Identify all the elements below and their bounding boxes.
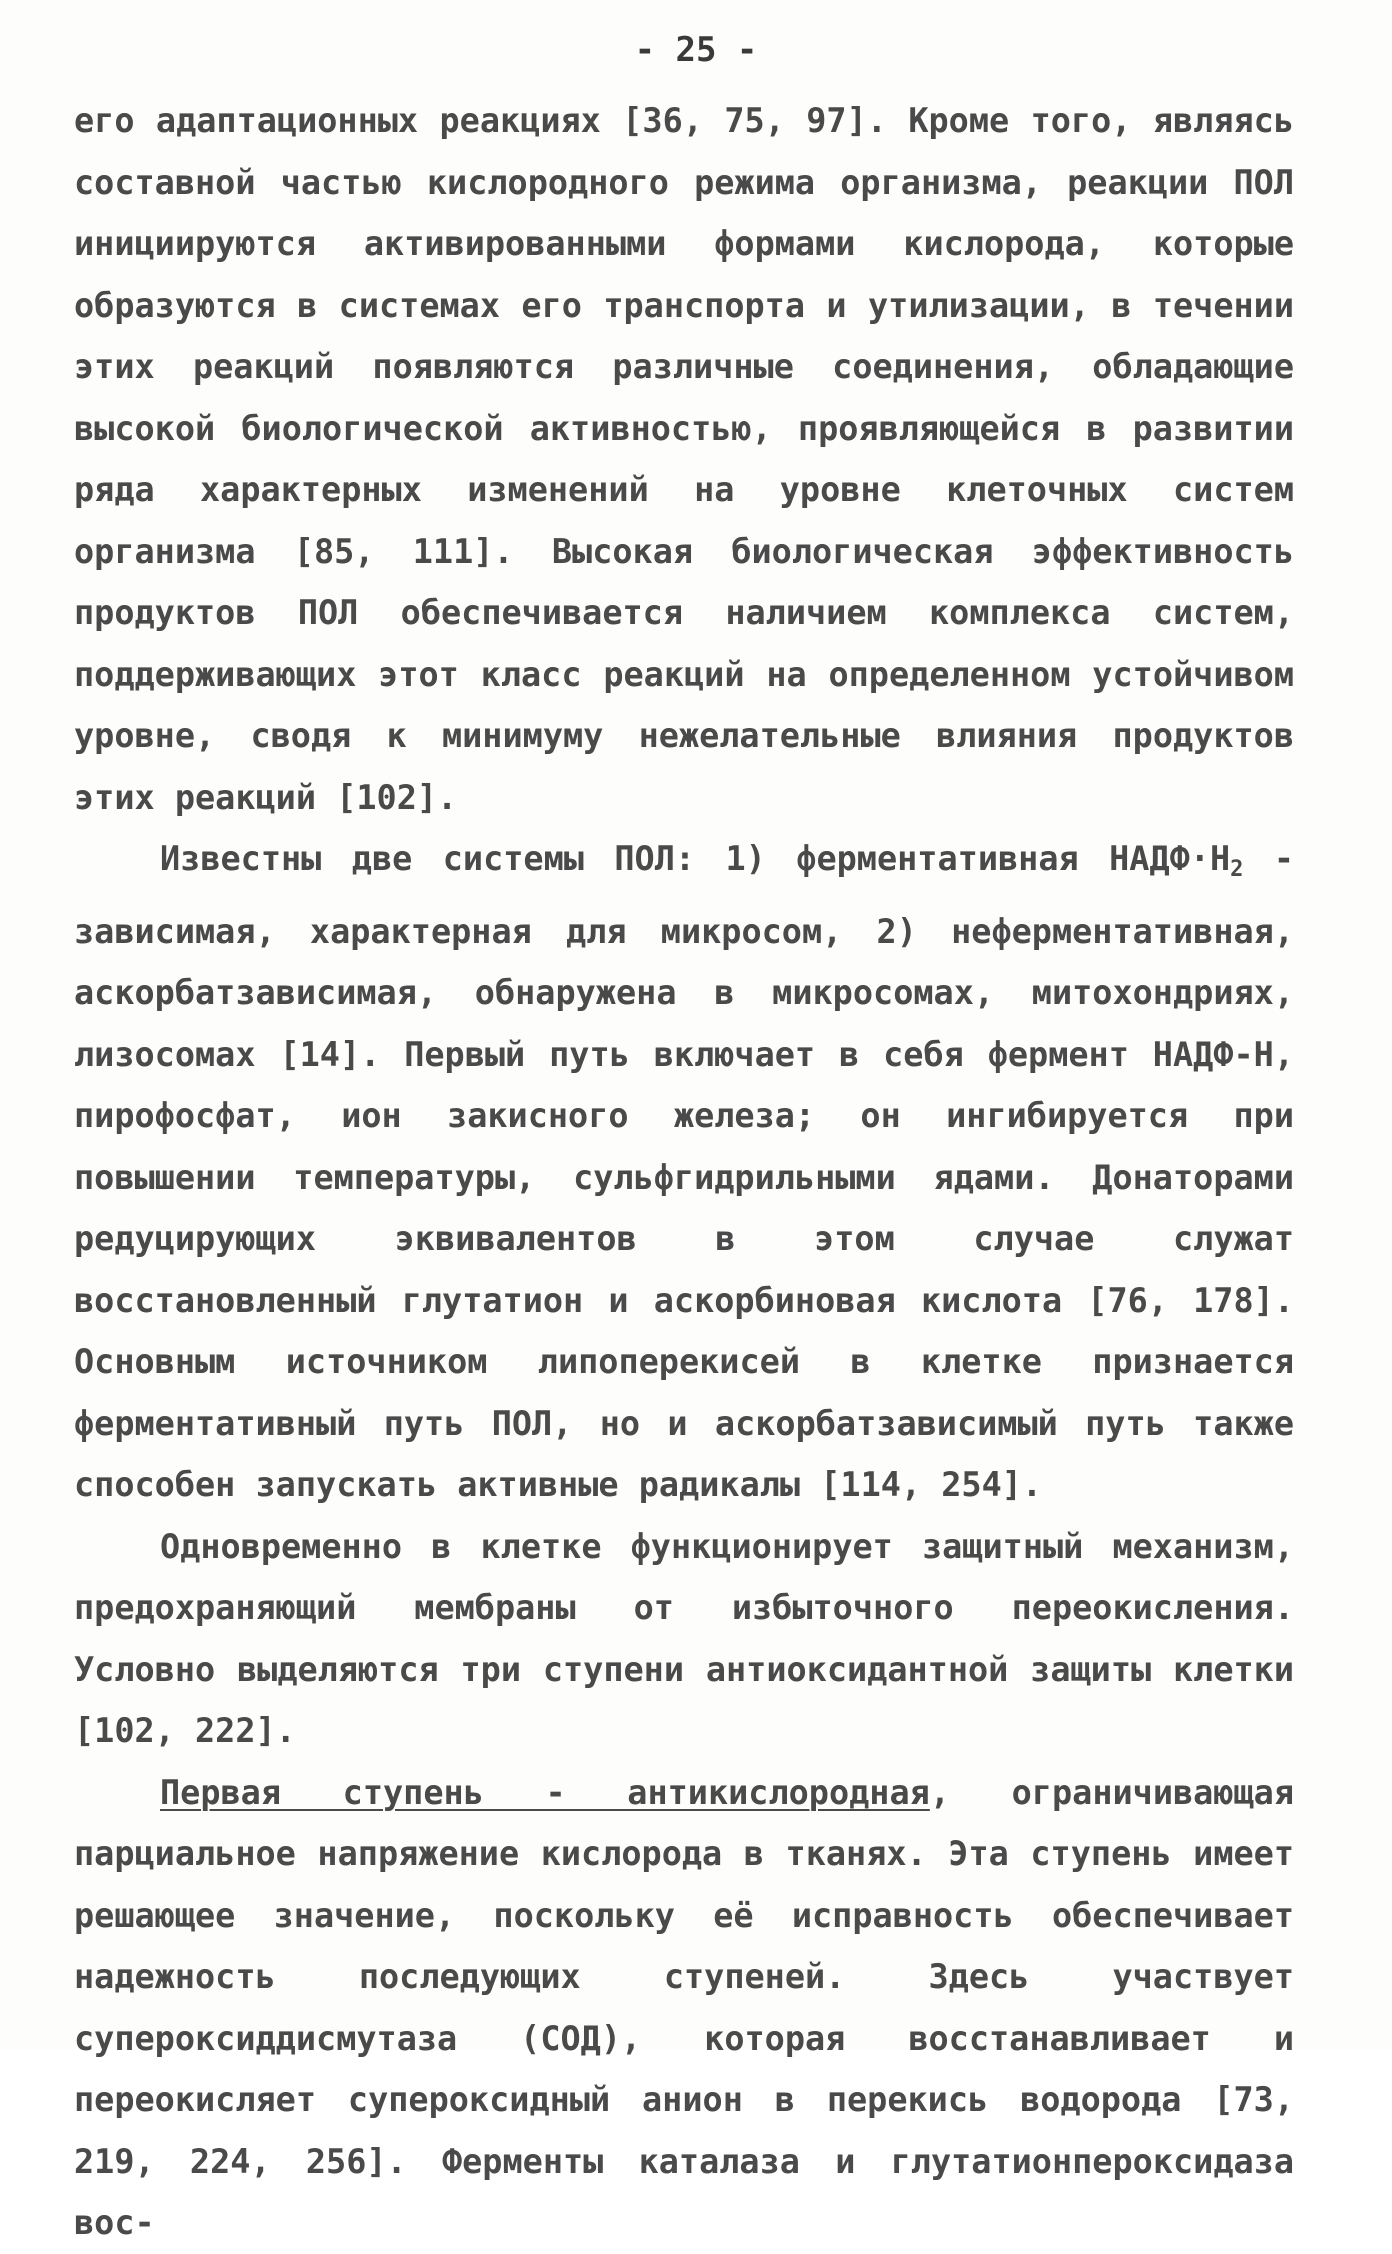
paragraph-3: Одновременно в клетке функционирует защитный механизм, предохраняющий мембраны от избыточного переокисления. Условно выделяются три ступени антиоксидантной защиты клетки [102, 222]. [74, 1526, 1294, 1750]
paragraph-2 [74, 828, 1294, 1516]
paragraph-2-rest: - зависимая, характерная для микросом, 2) неферментативная, аскорбатзависимая, обнаружена в микросомах, митохондриях, лизосомах [14]. Первый путь включает в себя фермент НАДФ-Н, пирофосфат, ион закисного железа; он ингибируется при повышении температуры, сульфгидрильными ядами. Донаторами редуцирующих эквивалентов в этом случае служат восстановленный глутатион и аскорбиновая кислота [76, 178]. Основным источником липоперекисей в клетке признается ферментативный путь ПОЛ, но и аскорбатзависимый путь также способен запускать активные радикалы [114, 254]. [74, 839, 1294, 1504]
paragraph-1: его адаптационных реакциях [36, 75, 97]. Кроме того, являясь составной частью кислородного режима организма, реакции ПОЛ инициируются активированными формами кислорода, которые образуются в системах его транспорта и утилизации, в течении этих реакций появляются различные соединения, обладающие высокой биологической активностью, проявляющейся в развитии ряда характерных изменений на уровне клеточных систем организма [85, 111]. Высокая биологическая эффективность продуктов ПОЛ обеспечивается наличием комплекса систем, поддерживающих этот класс реакций на определенном устойчивом уровне, сводя к минимуму нежелательные влияния продуктов этих реакций [102]. [74, 101, 1294, 817]
document-body [74, 90, 1294, 2254]
paragraph-2-start: Известны две системы ПОЛ: 1) ферментативная НАДФ·Н [160, 839, 1231, 878]
paragraph-4-rest: , ограничивающая парциальное напряжение кислорода в тканях. Эта ступень имеет решающее значение, поскольку её исправность обеспечивает надежность последующих ступеней. Здесь участвует супероксиддисмутаза (СОД), которая восстанавливает и переокисляет супероксидный анион в перекись водорода [73, 219, 224, 256]. Ферменты каталаза и глутатионпероксидаза вос- [74, 1772, 1294, 2242]
paragraph-4 [74, 1762, 1294, 2254]
underlined-heading: Первая ступень - антикислородная [160, 1772, 930, 1812]
page-number: - 25 - [634, 30, 758, 70]
subscript-2: 2 [1230, 857, 1244, 882]
